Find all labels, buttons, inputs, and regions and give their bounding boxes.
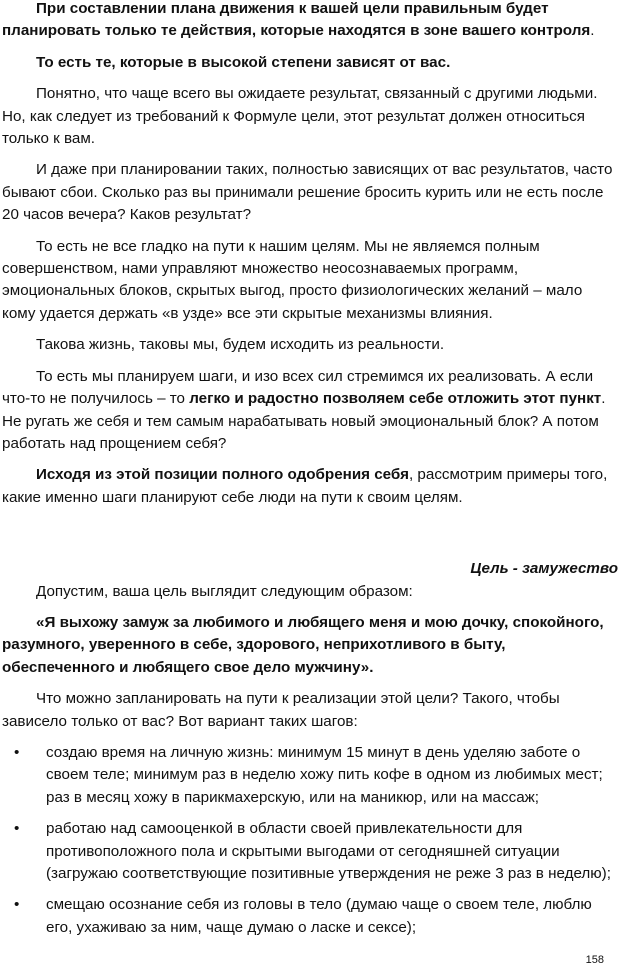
list-item-text: смещаю осознание себя из головы в тело (думаю чаще о своем теле, люблю его, ухаживаю за ним, чаще думаю о ласке и сексе); [46, 896, 592, 936]
steps-list [0, 742, 620, 939]
paragraph-2 [0, 52, 620, 74]
paragraph-8-end: , рассмотрим примеры того, какие именно шаги планируют себе люди на пути к своим целям. [2, 466, 608, 506]
list-item-text: создаю время на личную жизнь: минимум 15 минут в день уделяю заботе о своем теле; минимум раз в неделю хожу пить кофе в одном из любимых мест; раз в месяц хожу в парикмахерскую, или на маникюр, или на массаж; [46, 743, 603, 806]
paragraph-7-start: То есть мы планируем шаги, и изо всех сил стремимся их реализовать. А если что-то не получилось – то [2, 367, 594, 408]
paragraph-7-end: . Не ругать же себя и тем самым нарабатывать новый эмоциональный блок? А потом работать над прощением себя? [2, 390, 606, 452]
paragraph-4: И даже при планировании таких, полностью зависящих от вас результатов, часто бывают сбои. Сколько раз вы принимали решение бросить курить или не есть после 20 часов вечера? Каков результат? [2, 161, 613, 224]
paragraph-1-end: . [590, 22, 595, 40]
paragraph-2-bold: То есть те, которые в высокой степени зависят от вас. [36, 53, 451, 71]
list-item [0, 742, 620, 809]
paragraph-6: Такова жизнь, таковы мы, будем исходить из реальности. [36, 336, 445, 354]
paragraph-1-bold: При составлении плана движения к вашей цели правильным будет планировать только те действия, которые находятся в зоне вашего контроля [2, 0, 591, 40]
page-number: 158 [585, 954, 604, 966]
paragraph-3: Понятно, что чаще всего вы ожидаете результат, связанный с другими людьми. Но, как следует из требований к Формуле цели, этот результат должен относиться только к вам. [2, 85, 598, 148]
section-title: Цель - замужество [470, 560, 618, 578]
paragraph-11: Что можно запланировать на пути к реализации этой цели? Такого, чтобы зависело только от вас? Вот вариант таких шагов: [2, 690, 560, 730]
paragraph-7-bold: легко и радостно позволяем себе отложить этот пункт [189, 390, 602, 408]
paragraph-8 [0, 464, 620, 509]
bullet-icon: • [14, 743, 20, 761]
paragraph-5: То есть не все гладко на пути к нашим целям. Мы не являемся полным совершенством, нами управляют множество неосознаваемых программ, эмоциональных блоков, скрытых выгод, просто физиологических желаний – мало кому удается держать «в узде» все эти скрытые механизмы влияния. [2, 237, 583, 322]
bullet-icon: • [14, 896, 20, 914]
list-item [0, 894, 620, 939]
bullet-icon: • [14, 820, 20, 838]
paragraph-9: Допустим, ваша цель выглядит следующим образом: [36, 582, 413, 600]
paragraph-8-bold: Исходя из этой позиции полного одобрения себя [36, 466, 409, 484]
paragraph-10 [0, 612, 620, 679]
list-item [0, 818, 620, 885]
paragraph-7 [0, 366, 620, 456]
list-item-text: работаю над самооценкой в области своей привлекательности для противоположного пола и скрытыми выгодами от сегодняшней ситуации (загружаю соответствующие позитивные утверждения не реже 3 раз в неделю); [46, 820, 611, 882]
paragraph-1 [0, 0, 620, 43]
paragraph-10-bold: «Я выхожу замуж за любимого и любящего меня и мою дочку, спокойного, разумного, уверенного в себе, здорового, неприхотливого в быту, обеспеченного и любящего свое дело мужчину». [2, 613, 604, 676]
